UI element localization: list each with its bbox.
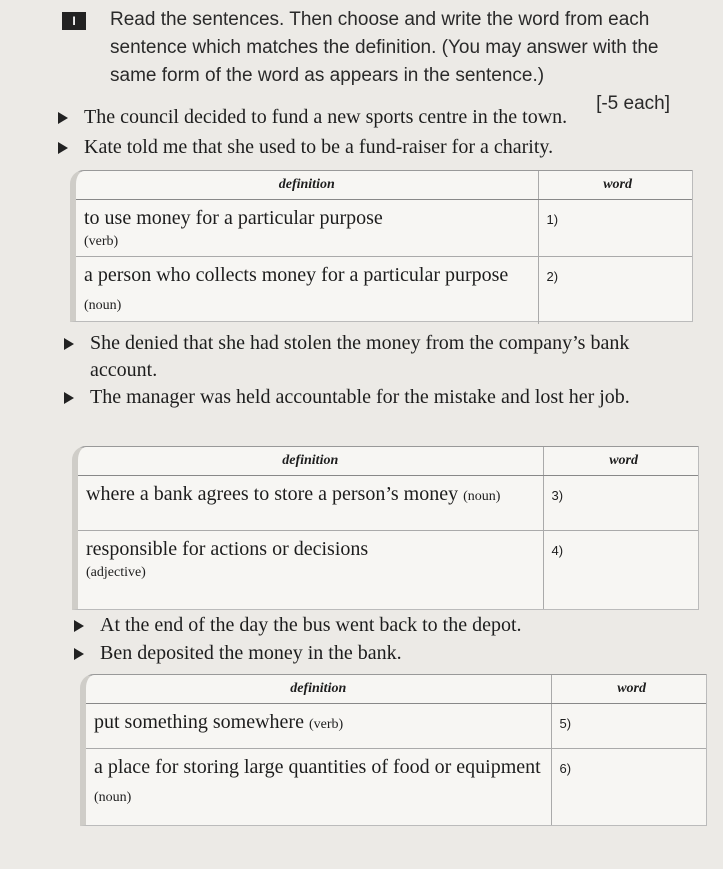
definition-header: definition	[76, 171, 538, 200]
part-of-speech: (noun)	[84, 298, 122, 313]
definition-cell: a person who collects money for a particular purpose (noun)	[76, 257, 538, 325]
definition-cell: put something somewhere (verb)	[86, 704, 551, 749]
sentence-6: Ben deposited the money in the bank.	[100, 640, 690, 667]
bullet-arrow-icon	[74, 620, 84, 632]
definition-header: definition	[86, 675, 551, 704]
answer-cell-5[interactable]: 5)	[551, 704, 706, 749]
part-of-speech: (adjective)	[86, 565, 146, 581]
definition-table-2	[72, 446, 699, 610]
part-of-speech: (verb)	[84, 234, 119, 249]
instruction-text: Read the sentences. Then choose and write the word from each sentence which matches the definition. (You may answer with the same form of the word as appears in the sentence.)	[110, 9, 659, 86]
bullet-arrow-icon	[74, 648, 84, 660]
sentence-2: Kate told me that she used to be a fund-raiser for a charity.	[84, 134, 684, 161]
sentence-4: The manager was held accountable for the mistake and lost her job.	[90, 384, 690, 411]
word-header: word	[551, 675, 706, 704]
definition-cell: responsible for actions or decisions (adjective)	[78, 531, 543, 609]
definition-cell: where a bank agrees to store a person’s money (noun)	[78, 476, 543, 531]
answer-cell-6[interactable]: 6)	[559, 761, 572, 777]
definition-header: definition	[78, 447, 543, 476]
definition-table-1	[70, 170, 693, 322]
definition-cell: to use money for a particular purpose (verb)	[76, 200, 538, 257]
bullet-arrow-icon	[64, 338, 74, 350]
bullet-arrow-icon	[58, 142, 68, 154]
answer-cell-3[interactable]: 3)	[543, 476, 698, 531]
sentence-5: At the end of the day the bus went back to the depot.	[100, 612, 690, 639]
answer-cell-2[interactable]: 2)	[546, 269, 559, 284]
word-header: word	[538, 171, 692, 200]
exercise-number-badge: I	[62, 12, 86, 30]
answer-cell-4[interactable]: 4)	[551, 543, 564, 559]
part-of-speech: (verb)	[308, 717, 344, 732]
definition-table-3	[80, 674, 707, 826]
sentence-3: She denied that she had stolen the money from the company’s bank account.	[90, 330, 690, 384]
bullet-arrow-icon	[58, 112, 68, 124]
instructions	[110, 6, 670, 114]
bullet-arrow-icon	[64, 392, 74, 404]
answer-cell-1[interactable]: 1)	[538, 200, 692, 257]
part-of-speech: (noun)	[94, 790, 132, 806]
word-header: word	[543, 447, 698, 476]
part-of-speech: (noun)	[463, 489, 501, 504]
definition-cell: a place for storing large quantities of food or equipment (noun)	[86, 749, 551, 825]
sentence-1: The council decided to fund a new sports centre in the town.	[84, 104, 684, 131]
points-label: [-5 each]	[596, 93, 670, 114]
